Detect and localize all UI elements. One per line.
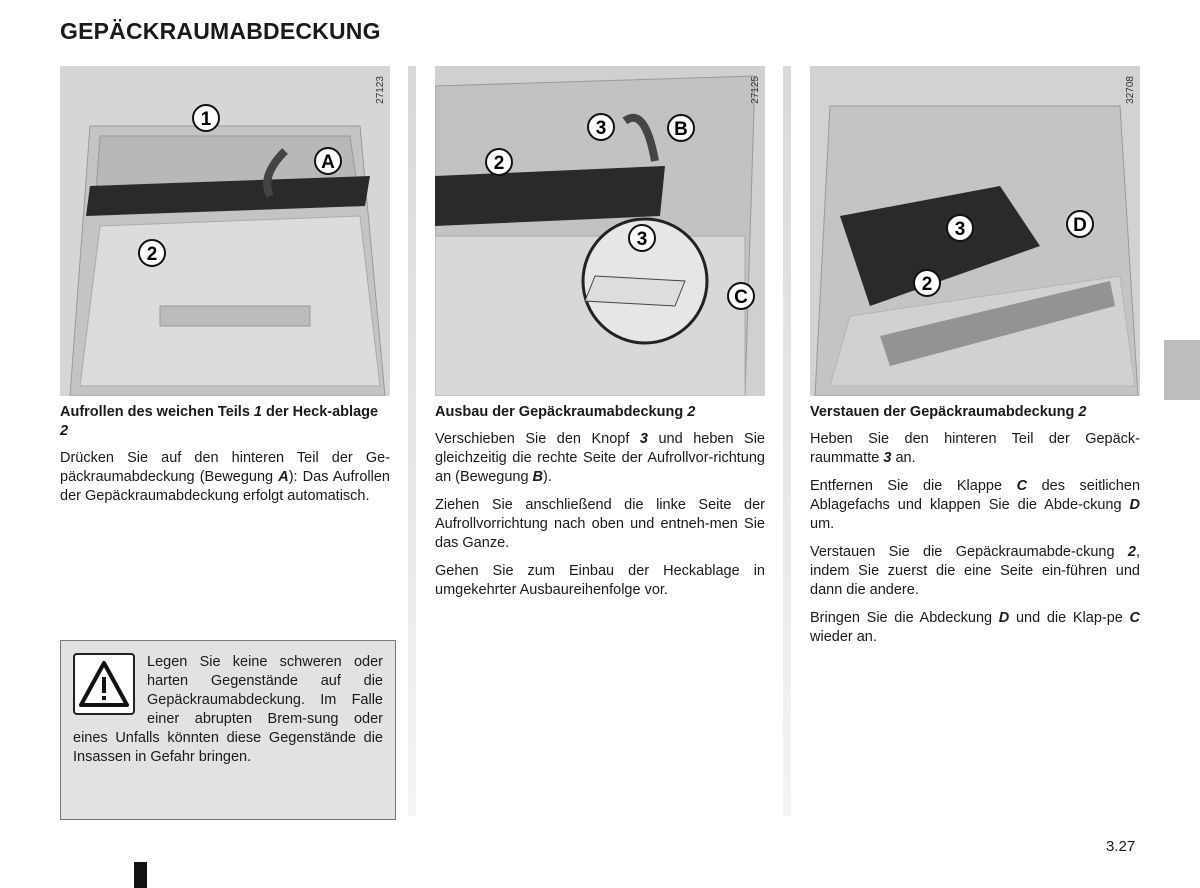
image-ref: 32708	[1125, 76, 1136, 104]
warning-box	[60, 640, 396, 820]
corner-mark	[134, 862, 147, 888]
callout-2: 2	[146, 244, 158, 265]
callout-2: 2	[921, 274, 933, 295]
section-heading: Verstauen der Gepäckraumabdeckung 2	[810, 404, 1087, 420]
page-title: GEPÄCKRAUMABDECKUNG	[60, 18, 381, 44]
warning-text: Legen Sie keine schweren oder harten Gegenstände auf die Gepäckraumabdeckung. Im Falle einer abrupten Brem-sung oder eines Unfalls könnten diese Gegenstände die Insassen in Gefahr bringen.	[73, 654, 383, 765]
warning-triangle-icon	[73, 653, 135, 715]
trunk-photo-1	[60, 66, 390, 396]
image-ref: 27125	[750, 76, 761, 104]
trunk-photo-3	[810, 66, 1140, 396]
trunk-photo-2	[435, 66, 765, 396]
callout-d: D	[1073, 215, 1087, 236]
paragraph: Drücken Sie auf den hinteren Teil der Ge-päckraumabdeckung (Bewegung A): Das Aufrollen der Gepäckraumabdeckung erfolgt automatisch.	[60, 450, 390, 504]
callout-a: A	[321, 152, 335, 173]
column-divider	[783, 66, 791, 816]
section-heading: Ausbau der Gepäckraumabdeckung 2	[435, 404, 696, 420]
paragraph: Bringen Sie die Abdeckung D und die Klap-pe C wieder an.	[810, 610, 1141, 645]
section-heading: Aufrollen des weichen Teils 1 der Heck-ablage 2	[60, 404, 379, 439]
chapter-tab	[1164, 340, 1200, 400]
paragraph: Gehen Sie zum Einbau der Heckablage in umgekehrter Ausbaureihenfolge vor.	[435, 563, 765, 598]
callout-3-detail: 3	[636, 229, 648, 250]
paragraph: Verstauen Sie die Gepäckraumabde-ckung 2, indem Sie zuerst die eine Seite ein-führen und dann die andere.	[810, 544, 1140, 598]
paragraph: Verschieben Sie den Knopf 3 und heben Sie gleichzeitig die rechte Seite der Aufrollvor-richtung an (Bewegung B).	[435, 431, 765, 485]
column-roll-up	[60, 66, 390, 515]
callout-3: 3	[954, 219, 966, 240]
paragraph: Entfernen Sie die Klappe C des seitlichen Ablagefachs und klappen Sie die Abde-ckung D um.	[810, 478, 1141, 532]
callout-b: B	[674, 119, 688, 140]
paragraph: Ziehen Sie anschließend die linke Seite der Aufrollvorrichtung nach oben und entneh-men Sie das Ganze.	[435, 497, 765, 551]
page-number: 3.27	[1106, 838, 1136, 855]
callout-c: C	[734, 287, 748, 308]
column-stowing	[810, 66, 1140, 656]
callout-1: 1	[200, 109, 212, 130]
column-divider	[408, 66, 416, 816]
callout-3: 3	[595, 118, 607, 139]
callout-2: 2	[493, 153, 505, 174]
column-removal	[435, 66, 765, 609]
paragraph: Heben Sie den hinteren Teil der Gepäck-raummatte 3 an.	[810, 431, 1140, 466]
image-ref: 27123	[375, 76, 386, 104]
